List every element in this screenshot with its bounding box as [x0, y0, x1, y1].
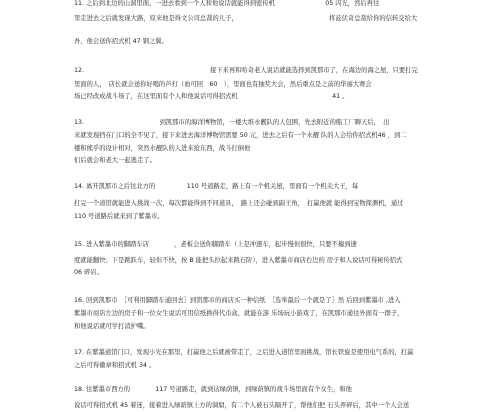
paragraph-18-line-1: 18. 往紫墨市西方的 117 号道路走，就到达绿荫镇，到绿荫镇的战斗场里面有个女生，和他: [74, 386, 352, 393]
paragraph-13-line-3: 楼和熊乎的设计相对，突然水靓队的人进来抢东西，战斗打倒他: [74, 145, 251, 152]
paragraph-14-line-2: 打完一个道馆就能进入挑战一次，每次都能得到不同道具， 路上还会碰到副王角， 打赢他就 能得到宝物探测机，通过: [74, 200, 404, 207]
paragraph-13-line-2: 来就发现挡在门口的全不见了，接下来进去海洋博物馆需要 50 元，进去之后有一个水靓 队的人会给你招式机46 ，到二: [74, 132, 407, 139]
paragraph-16-line-3: 和他说话就可学打消护嘴。: [74, 323, 150, 330]
paragraph-15-line-2: 度就能翻快；下是跳跃车，轻但不快，按 B 能把头拉起来跳石阶），进入紫墨市商店右边的 房子和人说话可得秘传招式: [74, 257, 403, 264]
paragraph-11-line-2: 里走进去之后就发现大路，原来他是得文公司总裁的儿子， 将兹伏奇总裁给你的信转交给大: [74, 15, 418, 22]
paragraph-12-line-3: 场已经改成战斗场了，在这里面有个人和他说话可得招式机 41 。: [74, 93, 349, 100]
paragraph-14-line-1: 14. 离开凯那市之后往北方的 110 号道路走，路上有一个机关屋，里面有一个机关大王，每: [74, 183, 359, 190]
paragraph-12-line-1: 12. 接下来再和哈奇老人说话就能选择到凯那市了，在海边的海之屋，只要打完: [74, 67, 418, 74]
paragraph-15-line-1: 15. 进入紫墨市的脚踏车店 ，老板会送你脚踏车（上是冲速车，起步慢但很快，只要不撞到速: [74, 241, 357, 248]
paragraph-13-line-4: 们后就会和老大一起逃走了。: [74, 157, 156, 164]
paragraph-13-line-1: 13. 到凯那市的海洋博物馆，一楼大堆水靓队的人包围，先去附近的船工厂聊天后， 出: [74, 119, 390, 126]
paragraph-11-line-1: 11. 之后到北边的山洞里面，一进去看到一个人和他说话就能得到密传机 05 闪光，然后再往: [74, 0, 380, 7]
paragraph-11-line-3: 吾，他会送你招式机 47 钢之翼。: [74, 38, 168, 45]
paragraph-15-line-3: 06 碎岩。: [74, 269, 103, 276]
paragraph-17-line-2: 之后可得徽章和招式机 34 。: [74, 362, 156, 369]
paragraph-14-line-3: 110 号道路后就来到了紫墨市。: [74, 213, 164, 220]
paragraph-16-line-2: 紫墨市商店左边的房子和一位女生说话可用信纸换得代币盒，就能在游 乐场玩小游戏了，在凯那市通往外面有一群子，: [74, 310, 404, 317]
paragraph-18-line-2: 说话可得招式机 45 着迷，接着进入绿荫镇上方的洞窟，有二个人被石头隔开了，帮他们把 石头弄碎后，其中一个人会送: [74, 402, 410, 409]
paragraph-17-line-1: 17. 在紫墨道馆门口，发现小光在那里，打赢他之后就被带走了，之后进入道馆里面挑战，馆长铁旋是使用电气系的，打赢: [74, 349, 414, 356]
paragraph-16-line-1: 16. 回到凯那市 ［可利用脚踏车通回去］到凯那市的商店买一种信纸 ［选举最后一个就是了］然 后回到紫墨市 ,进入: [74, 297, 401, 304]
paragraph-12-line-2: 里面的人， 店长就会送你好喝的芦打（血可回 60 ），里面也有抽奖大会，然后重点是之前的华丽大赛会: [74, 81, 372, 88]
